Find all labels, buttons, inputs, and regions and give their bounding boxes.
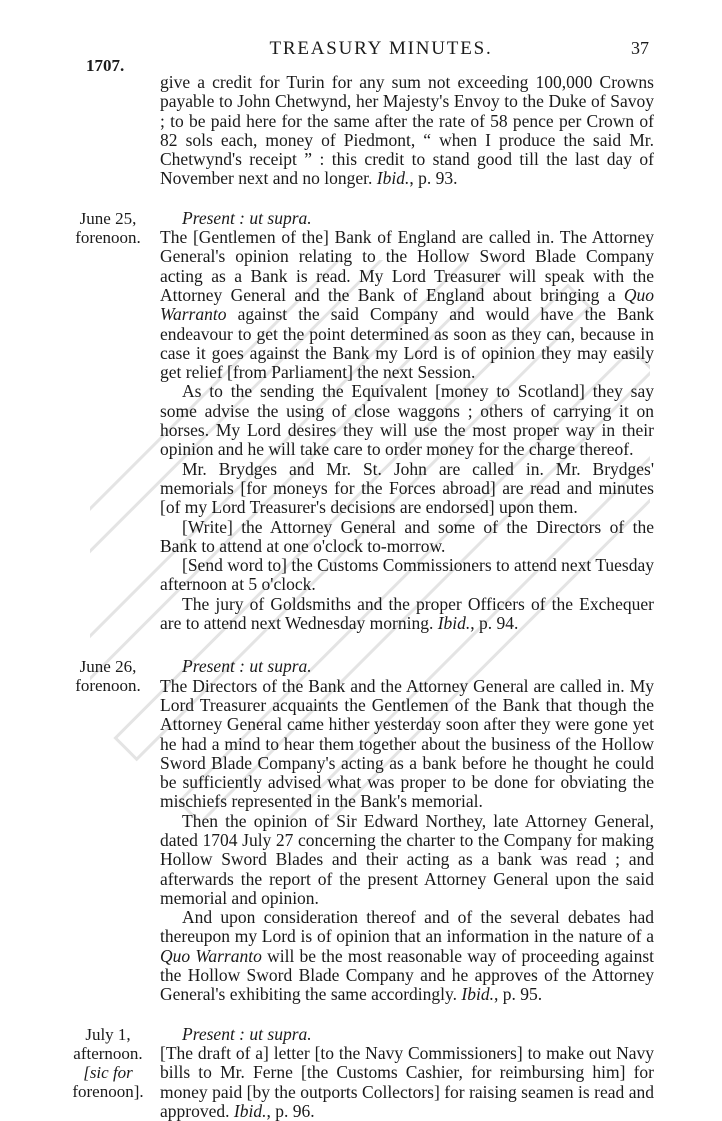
running-head: TREASURY MINUTES. [269, 38, 493, 59]
entry-paragraph: And upon consideration thereof and of the several debates had thereupon my Lord is of opinion that an information in the nature of a Quo Warranto will be the most reasonable way of proceeding against the Hollow Sword Blade Company and he approves of the Attorney General's exhibiting the same accordingly. Ibid., p. 95. [160, 907, 654, 1005]
time-line: forenoon. [75, 676, 141, 696]
entry-paragraph: [Send word to] the Customs Commissioners to attend next Tuesday afternoon at 5 o'clock. [160, 555, 655, 595]
minute-entry [0, 1025, 722, 1121]
minute-entry [0, 73, 722, 189]
entry-paragraph: [Write] the Attorney General and some of the Directors of the Bank to attend at one o'clock to-morrow. [160, 516, 654, 556]
present-line: Present : ut supra. [182, 1023, 312, 1044]
minute-entry [0, 657, 722, 1004]
date-marginal [58, 657, 158, 695]
sic-note: [sic for [83, 1062, 133, 1082]
entry-body [160, 1025, 654, 1121]
entry-paragraph: [The draft of a] letter [to the Navy Commissioners] to make out Navy bills to Mr. Ferne [the Customs Cashier, for reimbursing him] for money paid [by the outports Collectors] for raising seamen is read and approved. Ibid., p. 96. [160, 1042, 654, 1121]
entry-paragraph: The [Gentlemen of the] Bank of England are called in. The Attorney General's opinion relating to the Hollow Sword Blade Company acting as a Bank is read. My Lord Treasurer will speak with the Attorney General and the Bank of England about bringing a Quo Warranto against the said Company and would have the Bank endeavour to get the point determined as soon as they can, because in case it goes against the Bank my Lord is of opinion they may easily get relief [from Parliament] the next Session. [160, 227, 654, 383]
date-marginal [58, 209, 158, 247]
date-marginal [58, 1025, 158, 1101]
entry-body [160, 73, 654, 189]
entry-body [160, 209, 654, 634]
text-run: give a credit for Turin for any sum not exceeding 100,000 Crowns payable to John Chetwynd, her Majesty's Envoy to the Duke of Savoy ; to be paid here for the same after the rate of 58 pence per Crown of 82 sols each, money of Piedmont, “ when I produce the said Mr. Chetwynd's receipt ” : this credit to stand good till the last day of November next and no longer. Ibid., p. 93. [160, 72, 654, 189]
entry-body [160, 657, 654, 1004]
entry-paragraph: Mr. Brydges and Mr. St. John are called in. Mr. Brydges' memorials [for moneys for the Forces abroad] are read and minutes [of my Lord Treasurer's decisions are endorsed] upon them. [160, 458, 654, 518]
entry-paragraph: The jury of Goldsmiths and the proper Officers of the Exchequer are to attend next Wednesday morning. Ibid., p. 94. [160, 593, 654, 634]
entry-paragraph: Then the opinion of Sir Edward Northey, late Attorney General, dated 1704 July 27 concerning the charter to the Company for making Hollow Sword Blades and their acting as a bank was read ; and afterwards the report of the present Attorney General upon the said memorial and opinion. [160, 810, 654, 908]
minute-entry [0, 209, 722, 634]
sic-note: forenoon]. [72, 1081, 144, 1101]
entry-paragraph [160, 73, 654, 189]
entry-paragraph: As to the sending the Equivalent [money to Scotland] they say some advise the using of close waggons ; others of carrying it on horses. My Lord desires they will use the most proper way in their opinion and he will take care to order money for the charge thereof. [160, 381, 654, 460]
present-line: Present : ut supra. [182, 656, 312, 677]
time-line: forenoon. [75, 227, 141, 247]
page-number: 37 [631, 38, 649, 58]
date-line: June 26, [79, 657, 137, 677]
year-marginal: 1707. [86, 56, 125, 75]
minutes-entries [0, 73, 722, 1121]
entry-paragraph: The Directors of the Bank and the Attorney General are called in. My Lord Treasurer acquaints the Gentlemen of the Bank that though the Attorney General came hither yesterday soon after they were gone yet he had a mind to hear them together about the business of the Hollow Sword Blade Company's acting as a bank before he thought he could be sufficiently advised what was proper to be done for obviating the mischiefs represented in the Bank's memorial. [160, 675, 654, 812]
date-line: July 1, [85, 1024, 131, 1044]
date-line: June 25, [79, 208, 137, 228]
present-line: Present : ut supra. [182, 207, 312, 228]
time-line: afternoon. [73, 1043, 143, 1063]
